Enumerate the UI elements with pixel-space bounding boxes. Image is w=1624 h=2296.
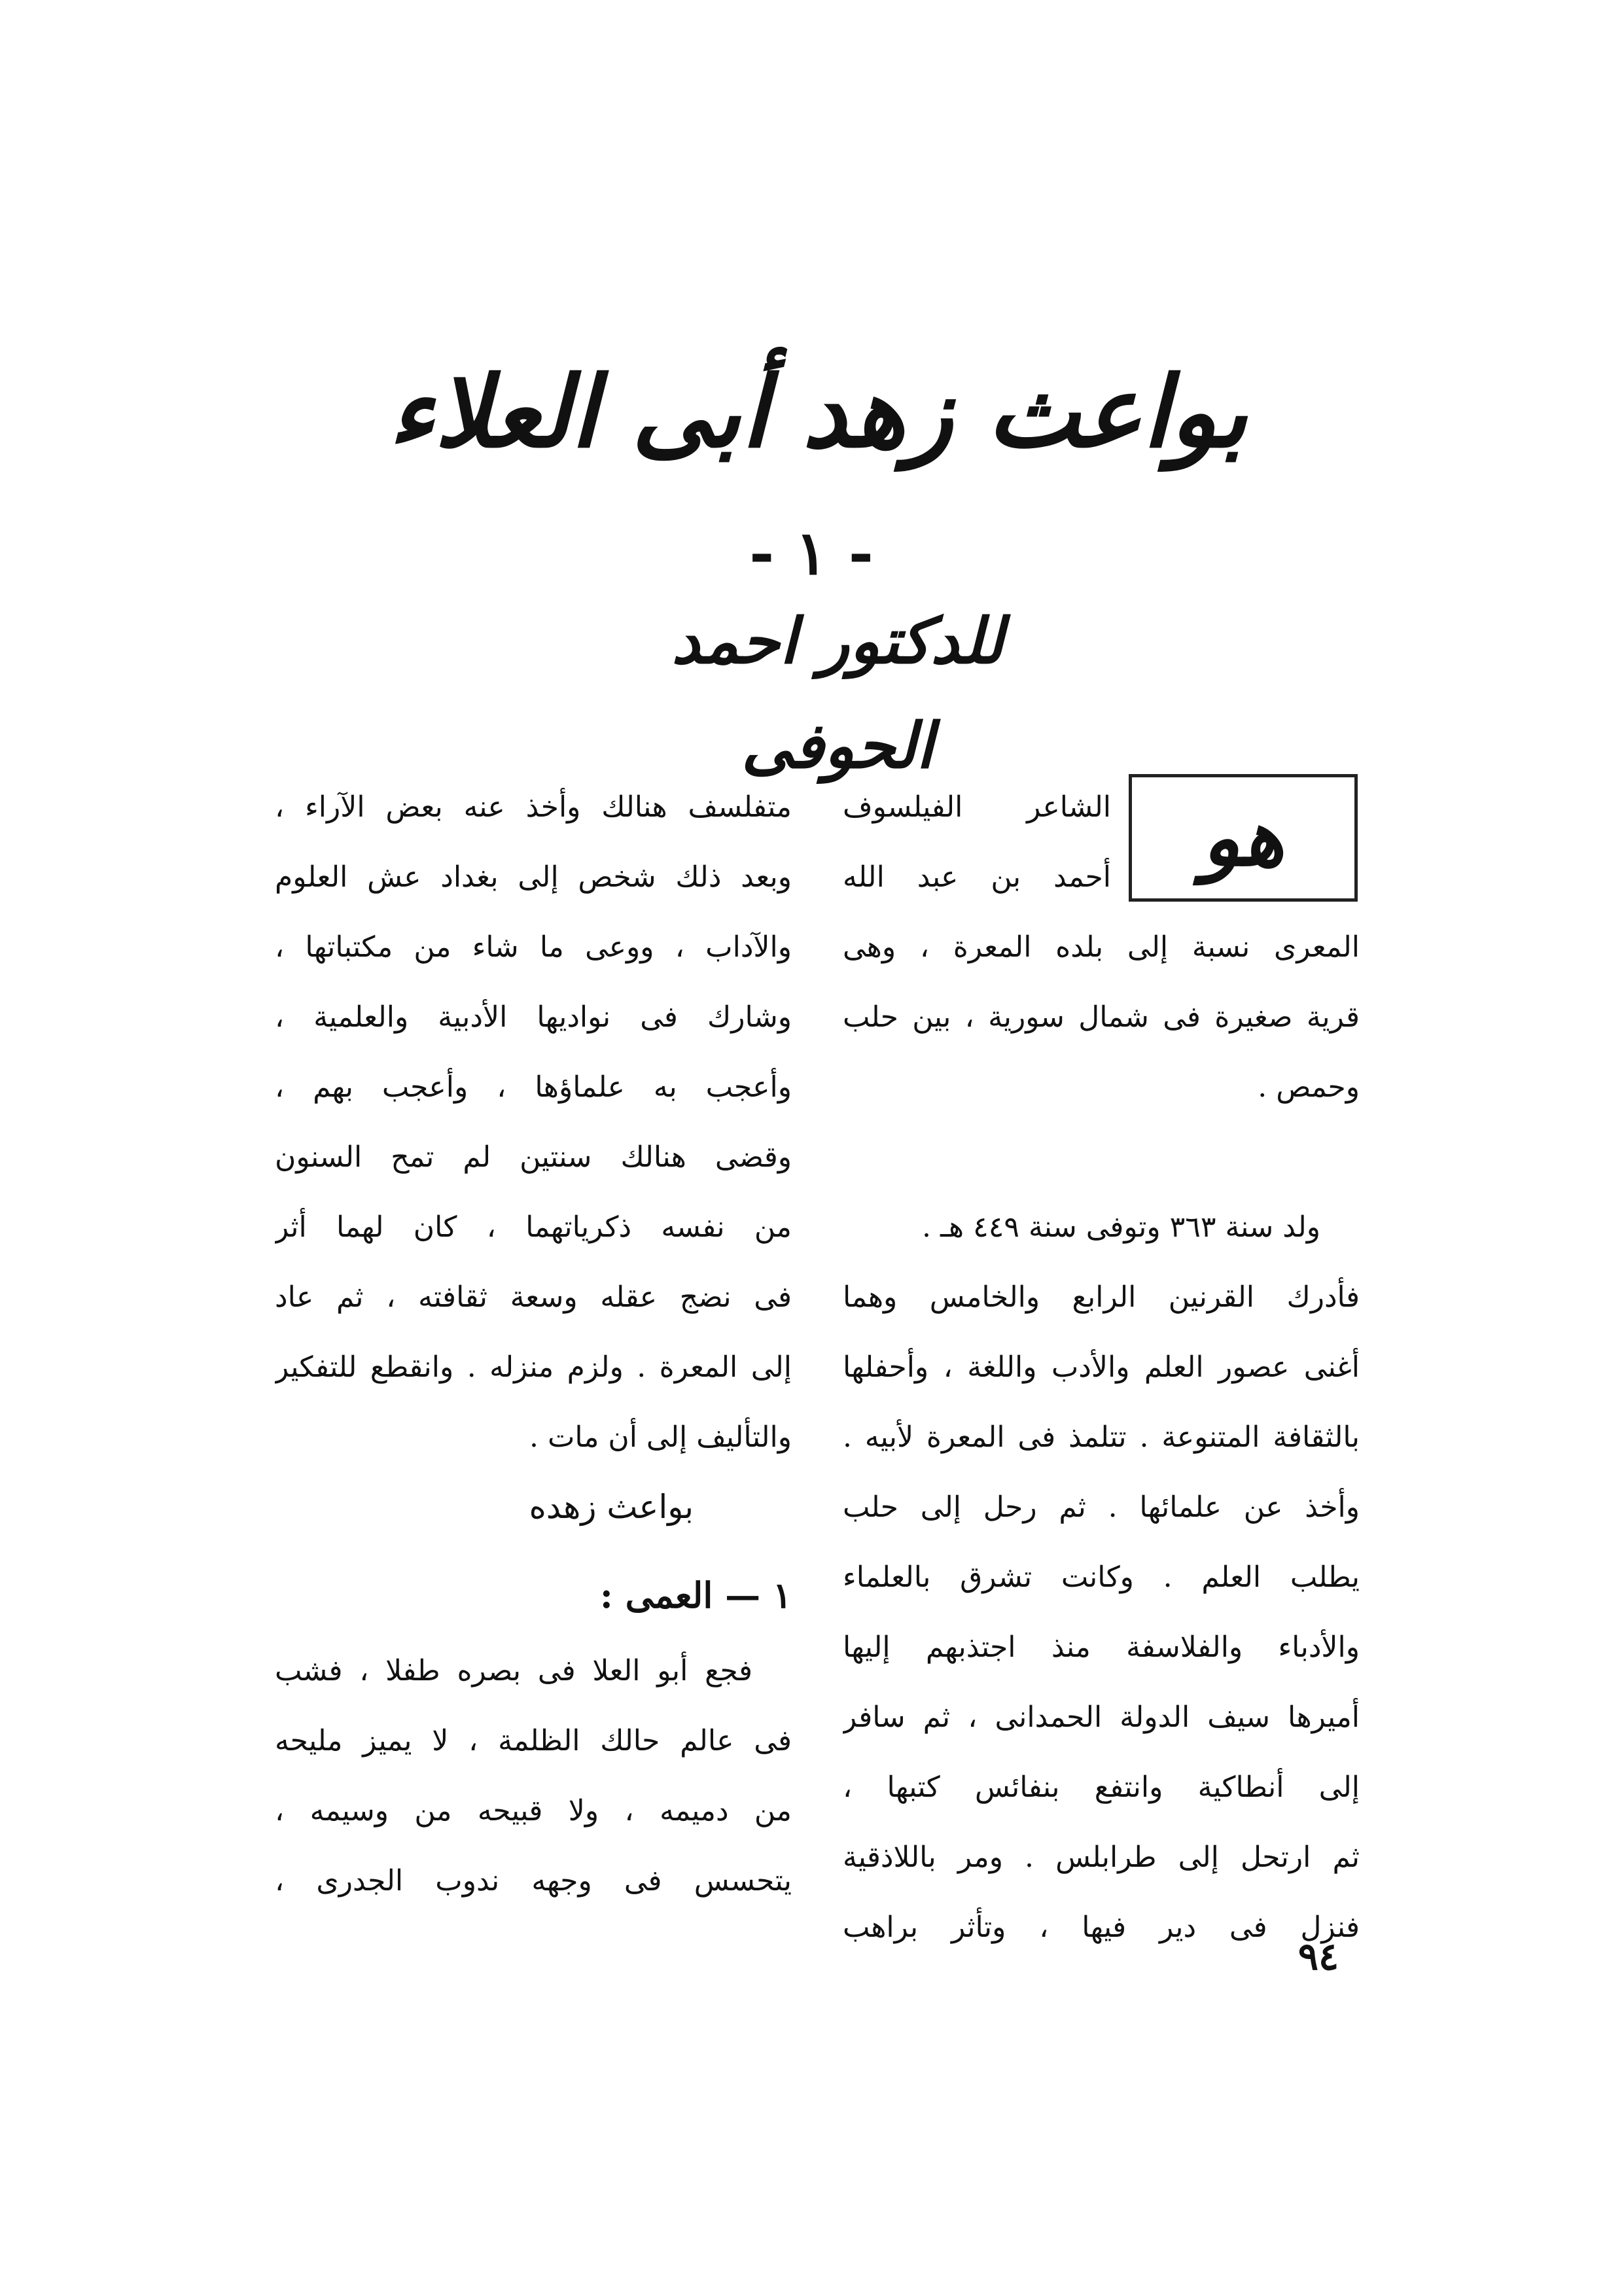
- blindness-paragraph: [275, 1636, 792, 1916]
- text-line: وحمص .: [1258, 1070, 1360, 1104]
- text-line: فى عالم حالك الظلمة ، لا يميز مليحه: [275, 1724, 792, 1757]
- left-column: [275, 772, 792, 1472]
- text-line: أحمد بن عبد الله: [843, 860, 1111, 894]
- text-line: الشاعر الفيلسوف: [843, 790, 1111, 824]
- author-byline: للدكتور احمد الحوفى: [671, 604, 1004, 783]
- drop-cap: هو: [1129, 774, 1358, 902]
- right-column: [843, 772, 1360, 1962]
- text-line: ولد سنة ٣٦٣ وتوفى سنة ٤٤٩ هـ .: [922, 1210, 1320, 1244]
- text-line: من نفسه ذكرياتهما ، كان لهما أثر: [275, 1210, 792, 1244]
- text-line: فى نضج عقله وسعة ثقافته ، ثم عاد: [275, 1280, 792, 1314]
- text-line: المعرى نسبة إلى بلده المعرة ، وهى: [843, 930, 1360, 964]
- text-line: وأعجب به علماؤها ، وأعجب بهم ،: [275, 1070, 792, 1104]
- text-line: والتأليف إلى أن مات .: [529, 1421, 792, 1454]
- text-line: والآداب ، ووعى ما شاء من مكتباتها ،: [275, 930, 792, 964]
- subsection-heading: ١ — العمى :: [599, 1574, 792, 1616]
- section-heading: بواعث زهده: [529, 1488, 694, 1526]
- text-line: يطلب العلم . وكانت تشرق بالعلماء: [843, 1561, 1360, 1594]
- text-line: فجع أبو العلا فى بصره طفلا ، فشب: [275, 1654, 752, 1687]
- text-line: وأخذ عن علمائها . ثم رحل إلى حلب: [843, 1491, 1360, 1524]
- text-line: إلى المعرة . ولزم منزله . وانقطع للتفكير: [275, 1351, 792, 1384]
- paragraph-gap: [843, 1122, 1360, 1192]
- text-line: يتحسس فى وجهه ندوب الجدرى ،: [275, 1864, 792, 1898]
- text-line: وقضى هنالك سنتين لم تمح السنون: [275, 1140, 792, 1174]
- text-line: أميرها سيف الدولة الحمدانى ، ثم سافر: [843, 1701, 1360, 1734]
- article-title: بواعث زهد أبى العلاء: [388, 355, 1248, 470]
- text-line: وشارك فى نواديها الأدبية والعلمية ،: [275, 1000, 792, 1034]
- text-line: والأدباء والفلاسفة منذ اجتذبهم إليها: [843, 1631, 1360, 1664]
- page-number: ٩٤: [1297, 1934, 1339, 1979]
- text-line: إلى أنطاكية وانتفع بنفائس كتبها ،: [843, 1771, 1360, 1804]
- text-line: قرية صغيرة فى شمال سورية ، بين حلب: [843, 1000, 1360, 1034]
- text-line: فأدرك القرنين الرابع والخامس وهما: [843, 1280, 1360, 1314]
- text-line: فنزل فى دير فيها ، وتأثر براهب: [843, 1911, 1360, 1944]
- text-line: من دميمه ، ولا قبيحه من وسيمه ،: [275, 1794, 792, 1828]
- text-line: متفلسف هنالك وأخذ عنه بعض الآراء ،: [275, 790, 792, 824]
- text-line: بالثقافة المتنوعة . تتلمذ فى المعرة لأبيه .: [843, 1421, 1360, 1454]
- part-number: - ١ -: [749, 518, 874, 588]
- text-line: ثم ارتحل إلى طرابلس . ومر باللاذقية: [843, 1841, 1360, 1874]
- text-line: أغنى عصور العلم والأدب واللغة ، وأحفلها: [843, 1351, 1360, 1384]
- text-line: وبعد ذلك شخص إلى بغداد عش العلوم: [275, 860, 792, 894]
